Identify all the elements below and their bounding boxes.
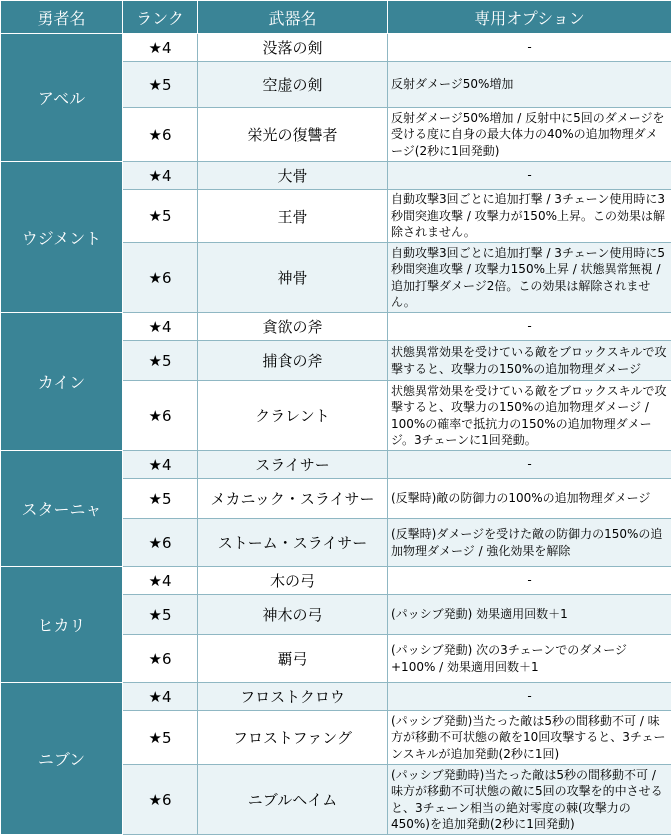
- rank-cell: ★5: [123, 595, 198, 635]
- rank-cell: ★5: [123, 479, 198, 519]
- header-hero: 勇者名: [1, 1, 123, 34]
- rank-cell: ★5: [123, 190, 198, 243]
- rank-cell: ★6: [123, 108, 198, 162]
- weapon-cell: 王骨: [198, 190, 388, 243]
- weapon-cell: ストーム・スライサー: [198, 519, 388, 567]
- weapon-cell: ニブルヘイム: [198, 765, 388, 835]
- option-cell: (パッシブ発動) 次の3チェーンでのダメージ+100% / 効果適用回数＋1: [388, 635, 671, 683]
- rank-cell: ★5: [123, 62, 198, 108]
- rank-cell: ★6: [123, 765, 198, 835]
- table-row: [1, 34, 671, 62]
- weapon-cell: 覇弓: [198, 635, 388, 683]
- option-cell: 反射ダメージ50%増加: [388, 62, 671, 108]
- header-row: [1, 1, 671, 34]
- weapon-cell: フロストクロウ: [198, 683, 388, 711]
- header-option: 専用オプション: [388, 1, 671, 34]
- option-cell: -: [388, 567, 671, 595]
- rank-cell: ★4: [123, 162, 198, 190]
- table-row: [1, 567, 671, 595]
- hero-name: ウジメント: [1, 162, 123, 313]
- weapon-cell: 木の弓: [198, 567, 388, 595]
- option-cell: 自動攻撃3回ごとに追加打撃 / 3チェーン使用時に3秒間突進攻撃 / 攻撃力が150%上昇。この効果は解除されません。: [388, 190, 671, 243]
- weapon-cell: 栄光の復讐者: [198, 108, 388, 162]
- hero-name: アベル: [1, 34, 123, 162]
- option-cell: 状態異常効果を受けている敵をブロックスキルで攻撃すると、攻撃力の150%の追加物理ダメージ: [388, 341, 671, 381]
- rank-cell: ★4: [123, 451, 198, 479]
- option-cell: -: [388, 162, 671, 190]
- weapon-cell: 神骨: [198, 243, 388, 313]
- weapon-cell: 神木の弓: [198, 595, 388, 635]
- table-row: [1, 162, 671, 190]
- weapon-cell: 捕食の斧: [198, 341, 388, 381]
- table-row: [1, 313, 671, 341]
- option-cell: (反撃時)ダメージを受けた敵の防御力の150%の追加物理ダメージ / 強化効果を解除: [388, 519, 671, 567]
- option-cell: 状態異常効果を受けている敵をブロックスキルで攻撃すると、攻撃力の150%の追加物理ダメージ / 100%の確率で抵抗力の150%の追加物理ダメージ。3チェーンに1回発動。: [388, 381, 671, 451]
- option-cell: 自動攻撃3回ごとに追加打撃 / 3チェーン使用時に5秒間突進攻撃 / 攻撃力150%上昇 / 状態異常無視 / 追加打撃ダメージ2倍。この効果は解除されません。: [388, 243, 671, 313]
- weapon-cell: 貪欲の斧: [198, 313, 388, 341]
- rank-cell: ★6: [123, 243, 198, 313]
- weapon-cell: 没落の剣: [198, 34, 388, 62]
- weapon-cell: フロストファング: [198, 711, 388, 765]
- weapon-cell: クラレント: [198, 381, 388, 451]
- weapon-cell: 大骨: [198, 162, 388, 190]
- option-cell: (パッシブ発動)当たった敵は5秒の間移動不可 / 味方が移動不可状態の敵を10回攻撃すると、3チェーンスキルが追加発動(2秒に1回): [388, 711, 671, 765]
- option-cell: -: [388, 313, 671, 341]
- option-cell: (反撃時)敵の防御力の100%の追加物理ダメージ: [388, 479, 671, 519]
- header-rank: ランク: [123, 1, 198, 34]
- table-row: [1, 451, 671, 479]
- rank-cell: ★6: [123, 635, 198, 683]
- hero-name: スターニャ: [1, 451, 123, 567]
- option-cell: -: [388, 451, 671, 479]
- hero-name: ニブン: [1, 683, 123, 835]
- option-cell: (パッシブ発動時)当たった敵は5秒の間移動不可 / 味方が移動不可状態の敵に5回の攻撃を的中させると、3チェーン相当の絶対零度の棘(攻撃力の450%)を追加発動(2秒に1回発動): [388, 765, 671, 835]
- hero-name: ヒカリ: [1, 567, 123, 683]
- rank-cell: ★4: [123, 34, 198, 62]
- option-cell: 反射ダメージ50%増加 / 反射中に5回のダメージを受ける度に自身の最大体力の40%の追加物理ダメージ(2秒に1回発動): [388, 108, 671, 162]
- weapon-cell: メカニック・スライサー: [198, 479, 388, 519]
- rank-cell: ★4: [123, 567, 198, 595]
- hero-name: カイン: [1, 313, 123, 451]
- rank-cell: ★5: [123, 711, 198, 765]
- weapon-cell: スライサー: [198, 451, 388, 479]
- table-row: [1, 683, 671, 711]
- header-weapon: 武器名: [198, 1, 388, 34]
- rank-cell: ★6: [123, 381, 198, 451]
- rank-cell: ★6: [123, 519, 198, 567]
- rank-cell: ★5: [123, 341, 198, 381]
- option-cell: -: [388, 683, 671, 711]
- option-cell: (パッシブ発動) 効果適用回数＋1: [388, 595, 671, 635]
- option-cell: -: [388, 34, 671, 62]
- weapon-cell: 空虚の剣: [198, 62, 388, 108]
- rank-cell: ★4: [123, 683, 198, 711]
- rank-cell: ★4: [123, 313, 198, 341]
